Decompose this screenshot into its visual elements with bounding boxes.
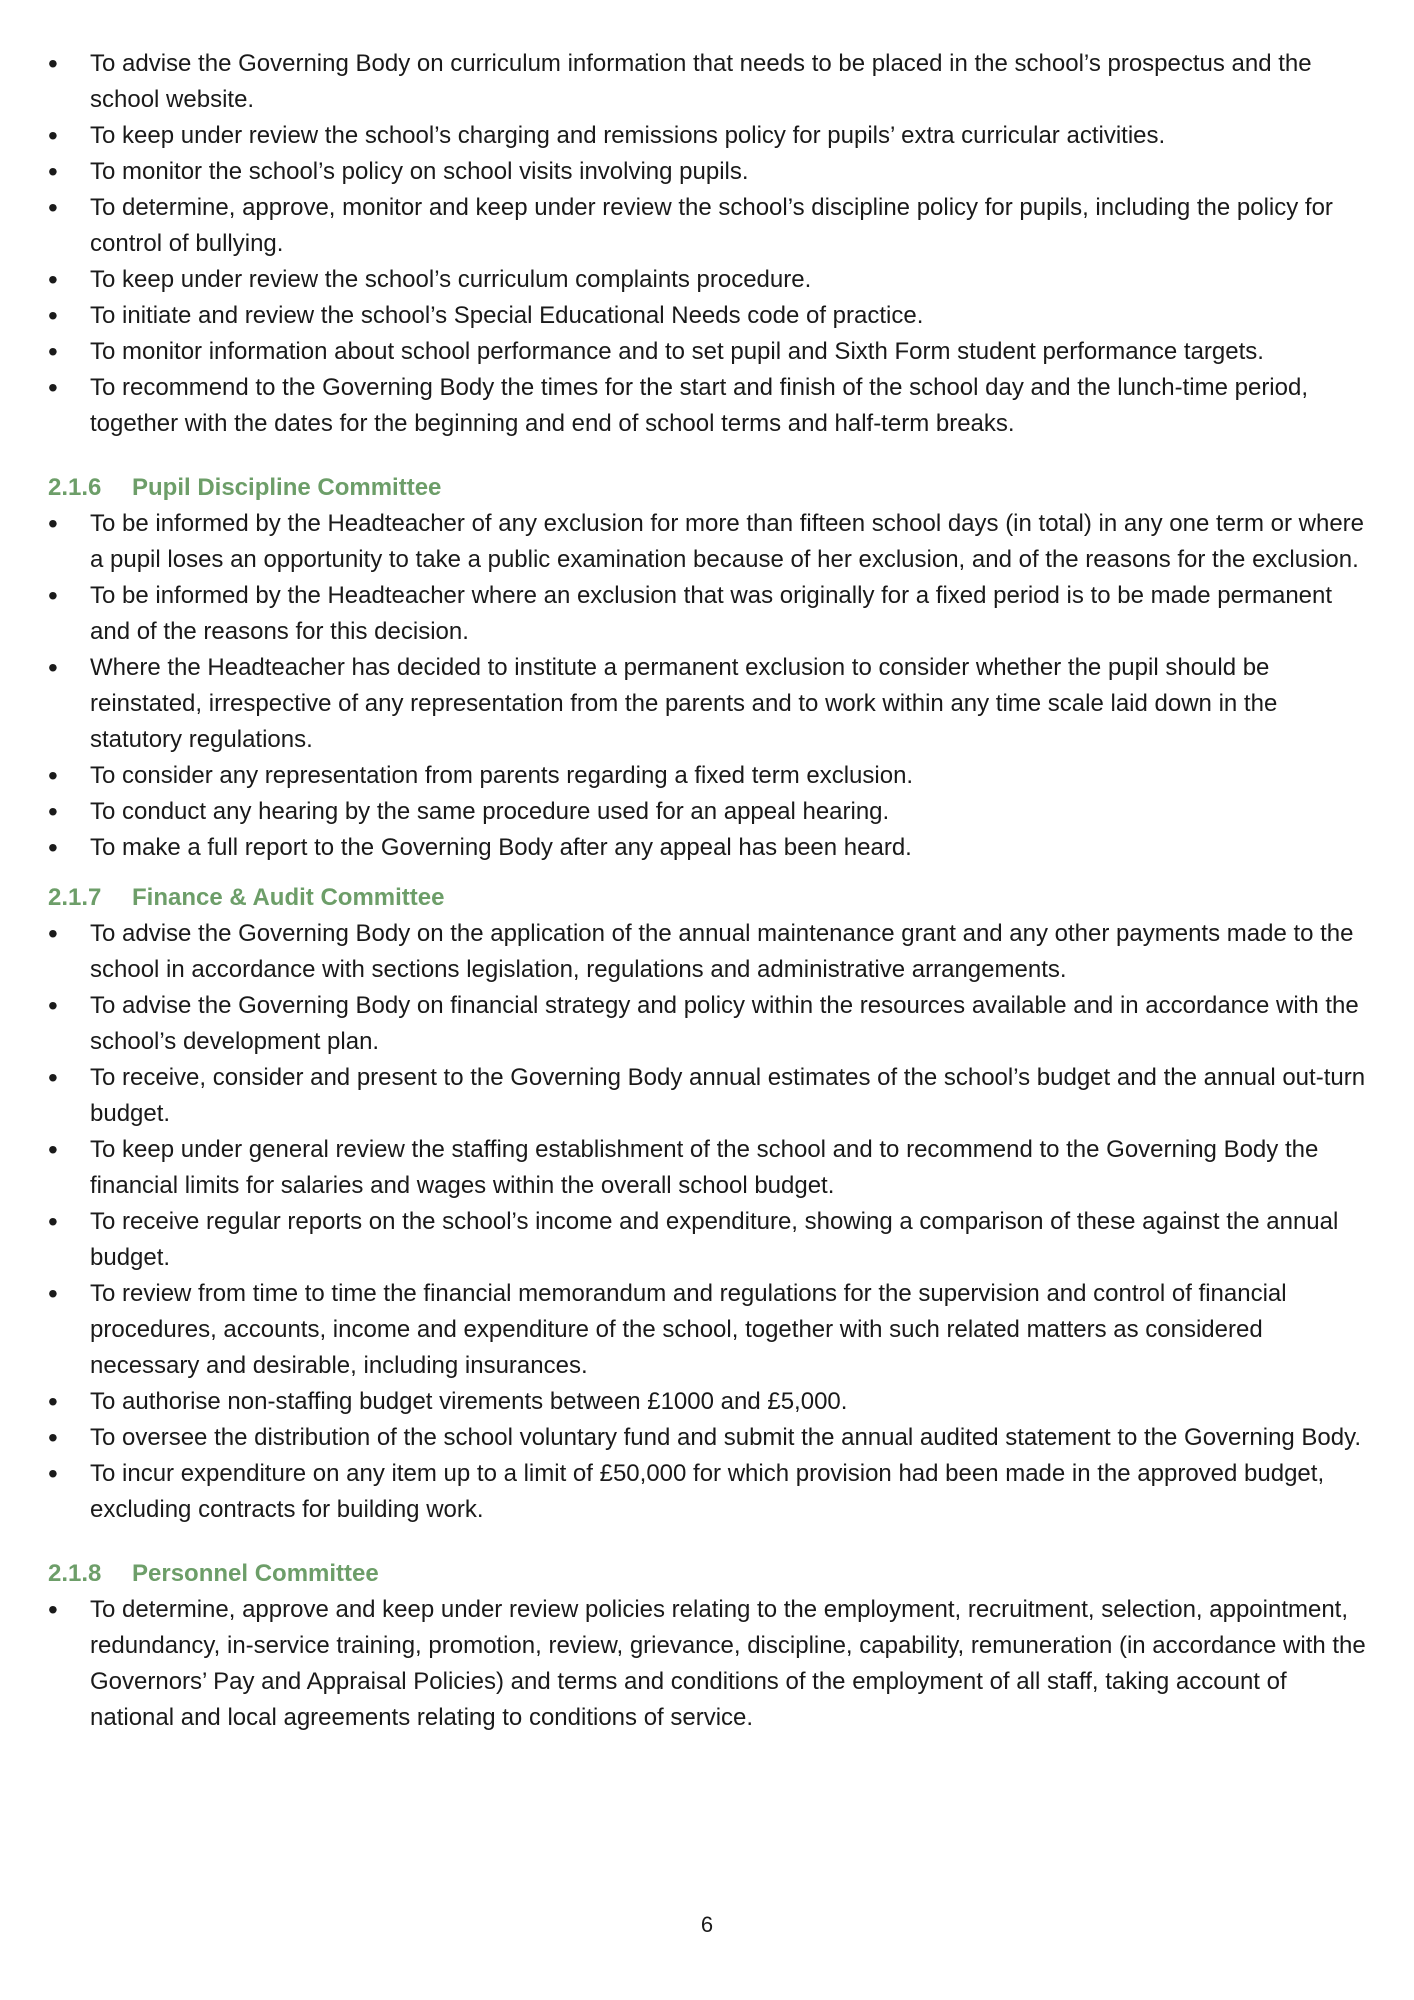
list-item: • To monitor the school’s policy on school visits involving pupils. <box>48 154 1368 190</box>
list-item: • To review from time to time the financial memorandum and regulations for the supervision and control of financial procedures, accounts, income and expenditure of the school, together with such related matters as considered necessary and desirable, including insurances. <box>48 1276 1368 1384</box>
list-item: • To receive, consider and present to the Governing Body annual estimates of the school’s budget and the annual out-turn budget. <box>48 1060 1368 1132</box>
list-item: • To initiate and review the school’s Special Educational Needs code of practice. <box>48 298 1368 334</box>
list-item: • To authorise non-staffing budget virements between £1000 and £5,000. <box>48 1384 1368 1420</box>
list-item: • To determine, approve, monitor and keep under review the school’s discipline policy for pupils, including the policy for control of bullying. <box>48 190 1368 262</box>
list-item: • To conduct any hearing by the same procedure used for an appeal hearing. <box>48 794 1368 830</box>
section-personnel <box>48 1556 1368 1736</box>
list-item: • To be informed by the Headteacher of any exclusion for more than fifteen school days (in total) in any one term or where a pupil loses an opportunity to take a public examination because of her exclusion, and of the reasons for the exclusion. <box>48 506 1368 578</box>
section-heading <box>48 880 1368 916</box>
section-number: 2.1.8 <box>48 1560 102 1587</box>
page-number: 6 <box>700 1912 714 1937</box>
section-title: Pupil Discipline Committee <box>132 474 442 501</box>
list-item: • To keep under general review the staffing establishment of the school and to recommend to the Governing Body the financial limits for salaries and wages within the overall school budget. <box>48 1132 1368 1204</box>
section-title: Finance & Audit Committee <box>132 884 445 911</box>
section-title: Personnel Committee <box>132 1560 379 1587</box>
list-item: • Where the Headteacher has decided to institute a permanent exclusion to consider whether the pupil should be reinstated, irrespective of any representation from the parents and to work within any time scale laid down in the statutory regulations. <box>48 650 1368 758</box>
intro-list <box>48 46 1368 442</box>
section-finance-audit <box>48 880 1368 1528</box>
section-heading <box>48 1556 1368 1592</box>
list-item: • To consider any representation from parents regarding a fixed term exclusion. <box>48 758 1368 794</box>
section-list <box>48 916 1368 1528</box>
list-item: • To incur expenditure on any item up to a limit of £50,000 for which provision had been made in the approved budget, excluding contracts for building work. <box>48 1456 1368 1528</box>
section-number: 2.1.6 <box>48 474 102 501</box>
list-item: • To keep under review the school’s curriculum complaints procedure. <box>48 262 1368 298</box>
list-item: • To determine, approve and keep under review policies relating to the employment, recruitment, selection, appointment, redundancy, in-service training, promotion, review, grievance, discipline, capability, remuneration (in accordance with the Governors’ Pay and Appraisal Policies) and terms and conditions of the employment of all staff, taking account of national and local agreements relating to conditions of service. <box>48 1592 1368 1736</box>
list-item: • To receive regular reports on the school’s income and expenditure, showing a comparison of these against the annual budget. <box>48 1204 1368 1276</box>
list-item: • To advise the Governing Body on the application of the annual maintenance grant and any other payments made to the school in accordance with sections legislation, regulations and administrative arrangements. <box>48 916 1368 988</box>
list-item: • To make a full report to the Governing Body after any appeal has been heard. <box>48 830 1368 866</box>
list-item: • To be informed by the Headteacher where an exclusion that was originally for a fixed period is to be made permanent and of the reasons for this decision. <box>48 578 1368 650</box>
document-page <box>48 46 1368 1736</box>
section-list <box>48 506 1368 866</box>
list-item: • To advise the Governing Body on curriculum information that needs to be placed in the school’s prospectus and the school website. <box>48 46 1368 118</box>
section-list <box>48 1592 1368 1736</box>
list-item: • To keep under review the school’s charging and remissions policy for pupils’ extra curricular activities. <box>48 118 1368 154</box>
list-item: • To advise the Governing Body on financial strategy and policy within the resources available and in accordance with the school’s development plan. <box>48 988 1368 1060</box>
section-pupil-discipline <box>48 470 1368 866</box>
list-item: • To oversee the distribution of the school voluntary fund and submit the annual audited statement to the Governing Body. <box>48 1420 1368 1456</box>
list-item: • To recommend to the Governing Body the times for the start and finish of the school day and the lunch-time period, together with the dates for the beginning and end of school terms and half-term breaks. <box>48 370 1368 442</box>
list-item: • To monitor information about school performance and to set pupil and Sixth Form student performance targets. <box>48 334 1368 370</box>
section-heading <box>48 470 1368 506</box>
section-number: 2.1.7 <box>48 884 102 911</box>
